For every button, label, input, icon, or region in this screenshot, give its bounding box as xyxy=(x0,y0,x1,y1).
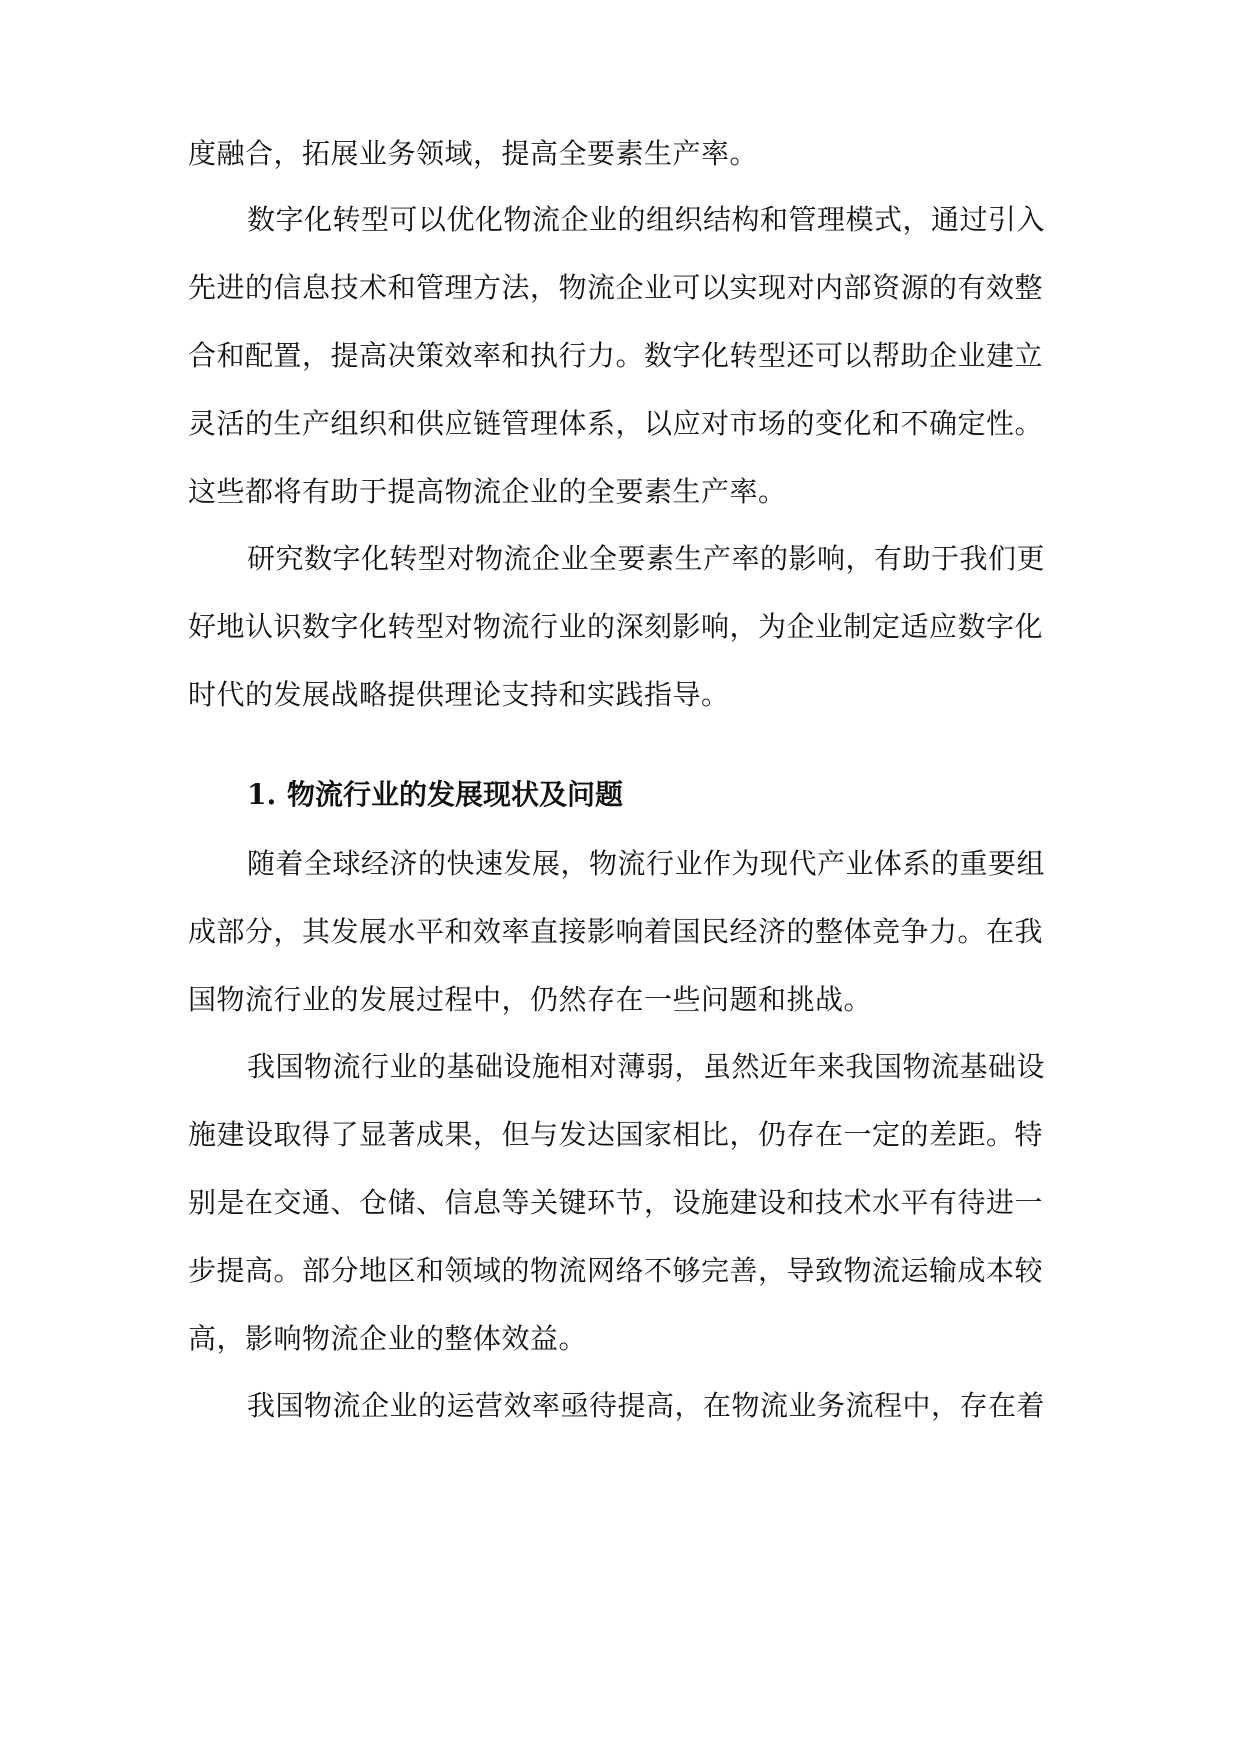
paragraph-line: 高，影响物流企业的整体效益。 xyxy=(188,1322,588,1355)
paragraph-line: 研究数字化转型对物流企业全要素生产率的影响，有助于我们更 xyxy=(247,542,1046,575)
section-title: 物流行业的发展现状及问题 xyxy=(287,778,624,811)
paragraph-line: 这些都将有助于提高物流企业的全要素生产率。 xyxy=(188,475,787,508)
paragraph-line: 度融合，拓展业务领域，提高全要素生产率。 xyxy=(188,137,759,170)
paragraph-line: 时代的发展战略提供理论支持和实践指导。 xyxy=(188,678,730,711)
paragraph-line: 随着全球经济的快速发展，物流行业作为现代产业体系的重要组 xyxy=(247,847,1046,880)
paragraph-line: 我国物流行业的基础设施相对薄弱，虽然近年来我国物流基础设 xyxy=(247,1050,1046,1083)
paragraph-line: 数字化转型可以优化物流企业的组织结构和管理模式，通过引入 xyxy=(247,203,1046,236)
paragraph-line: 施建设取得了显著成果，但与发达国家相比，仍存在一定的差距。特 xyxy=(188,1118,1044,1151)
paragraph-line: 国物流行业的发展过程中，仍然存在一些问题和挑战。 xyxy=(188,983,873,1016)
section-number: 1. xyxy=(247,778,277,811)
paragraph-line: 先进的信息技术和管理方法，物流企业可以实现对内部资源的有效整 xyxy=(188,271,1044,304)
paragraph-line: 灵活的生产组织和供应链管理体系，以应对市场的变化和不确定性。 xyxy=(188,407,1044,440)
paragraph-line: 步提高。部分地区和领域的物流网络不够完善，导致物流运输成本较 xyxy=(188,1254,1044,1287)
paragraph-line: 我国物流企业的运营效率亟待提高，在物流业务流程中，存在着 xyxy=(247,1389,1046,1422)
paragraph-line: 合和配置，提高决策效率和执行力。数字化转型还可以帮助企业建立 xyxy=(188,339,1044,372)
paragraph-line: 成部分，其发展水平和效率直接影响着国民经济的整体竞争力。在我 xyxy=(188,915,1044,948)
paragraph-line: 好地认识数字化转型对物流行业的深刻影响，为企业制定适应数字化 xyxy=(188,610,1044,643)
section-heading xyxy=(247,775,1068,815)
paragraph-line: 别是在交通、仓储、信息等关键环节，设施建设和技术水平有待进一 xyxy=(188,1186,1044,1219)
